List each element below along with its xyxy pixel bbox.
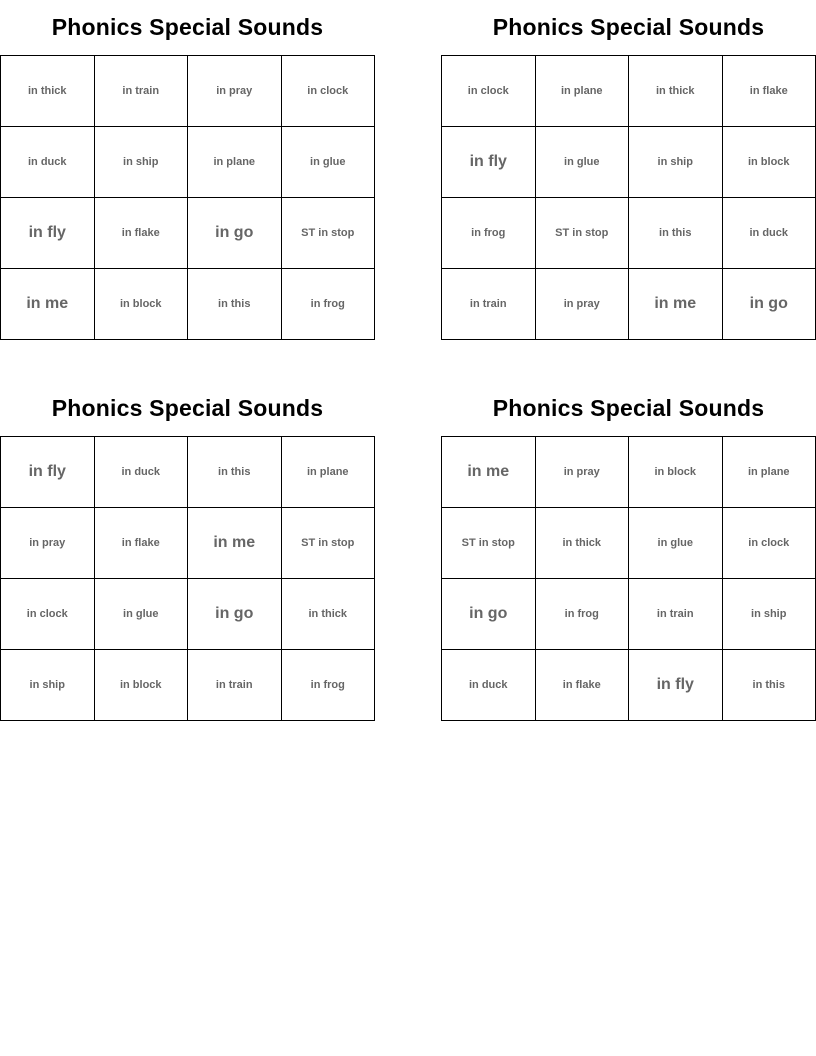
grid-cell: in flake [722,56,816,127]
grid-row [1,579,375,650]
grid-cell: in duck [94,437,188,508]
grid-cell: in block [94,269,188,340]
bingo-grid [0,55,375,340]
grid-cell: ST in stop [442,508,536,579]
grid-cell: in clock [442,56,536,127]
grid-cell: in plane [722,437,816,508]
grid-cell: in pray [535,269,629,340]
grid-cell: in frog [442,198,536,269]
grid-cell: in clock [281,56,375,127]
grid-cell: in train [188,650,282,721]
grid-cell: in fly [442,127,536,198]
grid-cell: in me [629,269,723,340]
grid-cell: in ship [722,579,816,650]
grid-cell: ST in stop [281,508,375,579]
grid-cell: in thick [281,579,375,650]
grid-cell: in plane [188,127,282,198]
grid-cell: in me [442,437,536,508]
grid-row [1,127,375,198]
grid-cell: in thick [629,56,723,127]
grid-cell: in block [94,650,188,721]
grid-cell: in duck [1,127,95,198]
grid-row [442,437,816,508]
grid-cell: in ship [94,127,188,198]
grid-row [1,269,375,340]
grid-row [442,269,816,340]
grid-cell: in this [188,269,282,340]
grid-row [1,650,375,721]
grid-cell: in frog [281,650,375,721]
grid-cell: in flake [94,198,188,269]
card-title: Phonics Special Sounds [492,395,765,421]
grid-row [1,508,375,579]
grid-cell: in plane [281,437,375,508]
grid-cell: in this [629,198,723,269]
grid-cell: in ship [629,127,723,198]
grid-cell: in this [722,650,816,721]
grid-cell: in fly [1,198,95,269]
grid-cell: in block [722,127,816,198]
grid-cell: in ship [1,650,95,721]
grid-cell: in pray [188,56,282,127]
grid-cell: in clock [722,508,816,579]
grid-cell: in fly [629,650,723,721]
grid-cell: in frog [281,269,375,340]
grid-cell: in duck [722,198,816,269]
grid-cell: in go [722,269,816,340]
grid-cell: in glue [535,127,629,198]
grid-row [1,56,375,127]
grid-cell: in me [1,269,95,340]
grid-cell: in pray [1,508,95,579]
grid-cell: in fly [1,437,95,508]
card-title: Phonics Special Sounds [492,14,765,40]
grid-cell: in pray [535,437,629,508]
grid-cell: in go [188,579,282,650]
grid-cell: in frog [535,579,629,650]
grid-cell: in glue [629,508,723,579]
card-title: Phonics Special Sounds [51,395,324,421]
grid-cell: in thick [1,56,95,127]
grid-row [442,198,816,269]
grid-row [442,56,816,127]
grid-cell: in thick [535,508,629,579]
grid-cell: in go [188,198,282,269]
grid-cell: in glue [94,579,188,650]
bingo-grid [0,436,375,721]
grid-row [442,127,816,198]
bingo-grid [441,55,816,340]
bingo-grid [441,436,816,721]
grid-cell: in duck [442,650,536,721]
grid-row [442,650,816,721]
grid-cell: in go [442,579,536,650]
card-title: Phonics Special Sounds [51,14,324,40]
grid-cell: in train [629,579,723,650]
grid-row [1,198,375,269]
grid-cell: in me [188,508,282,579]
grid-cell: in this [188,437,282,508]
grid-cell: in train [94,56,188,127]
grid-cell: in flake [535,650,629,721]
grid-cell: in flake [94,508,188,579]
grid-cell: in glue [281,127,375,198]
grid-cell: in plane [535,56,629,127]
grid-cell: in block [629,437,723,508]
grid-cell: ST in stop [281,198,375,269]
grid-row [1,437,375,508]
grid-cell: in clock [1,579,95,650]
grid-row [442,508,816,579]
grid-cell: in train [442,269,536,340]
grid-cell: ST in stop [535,198,629,269]
grid-row [442,579,816,650]
